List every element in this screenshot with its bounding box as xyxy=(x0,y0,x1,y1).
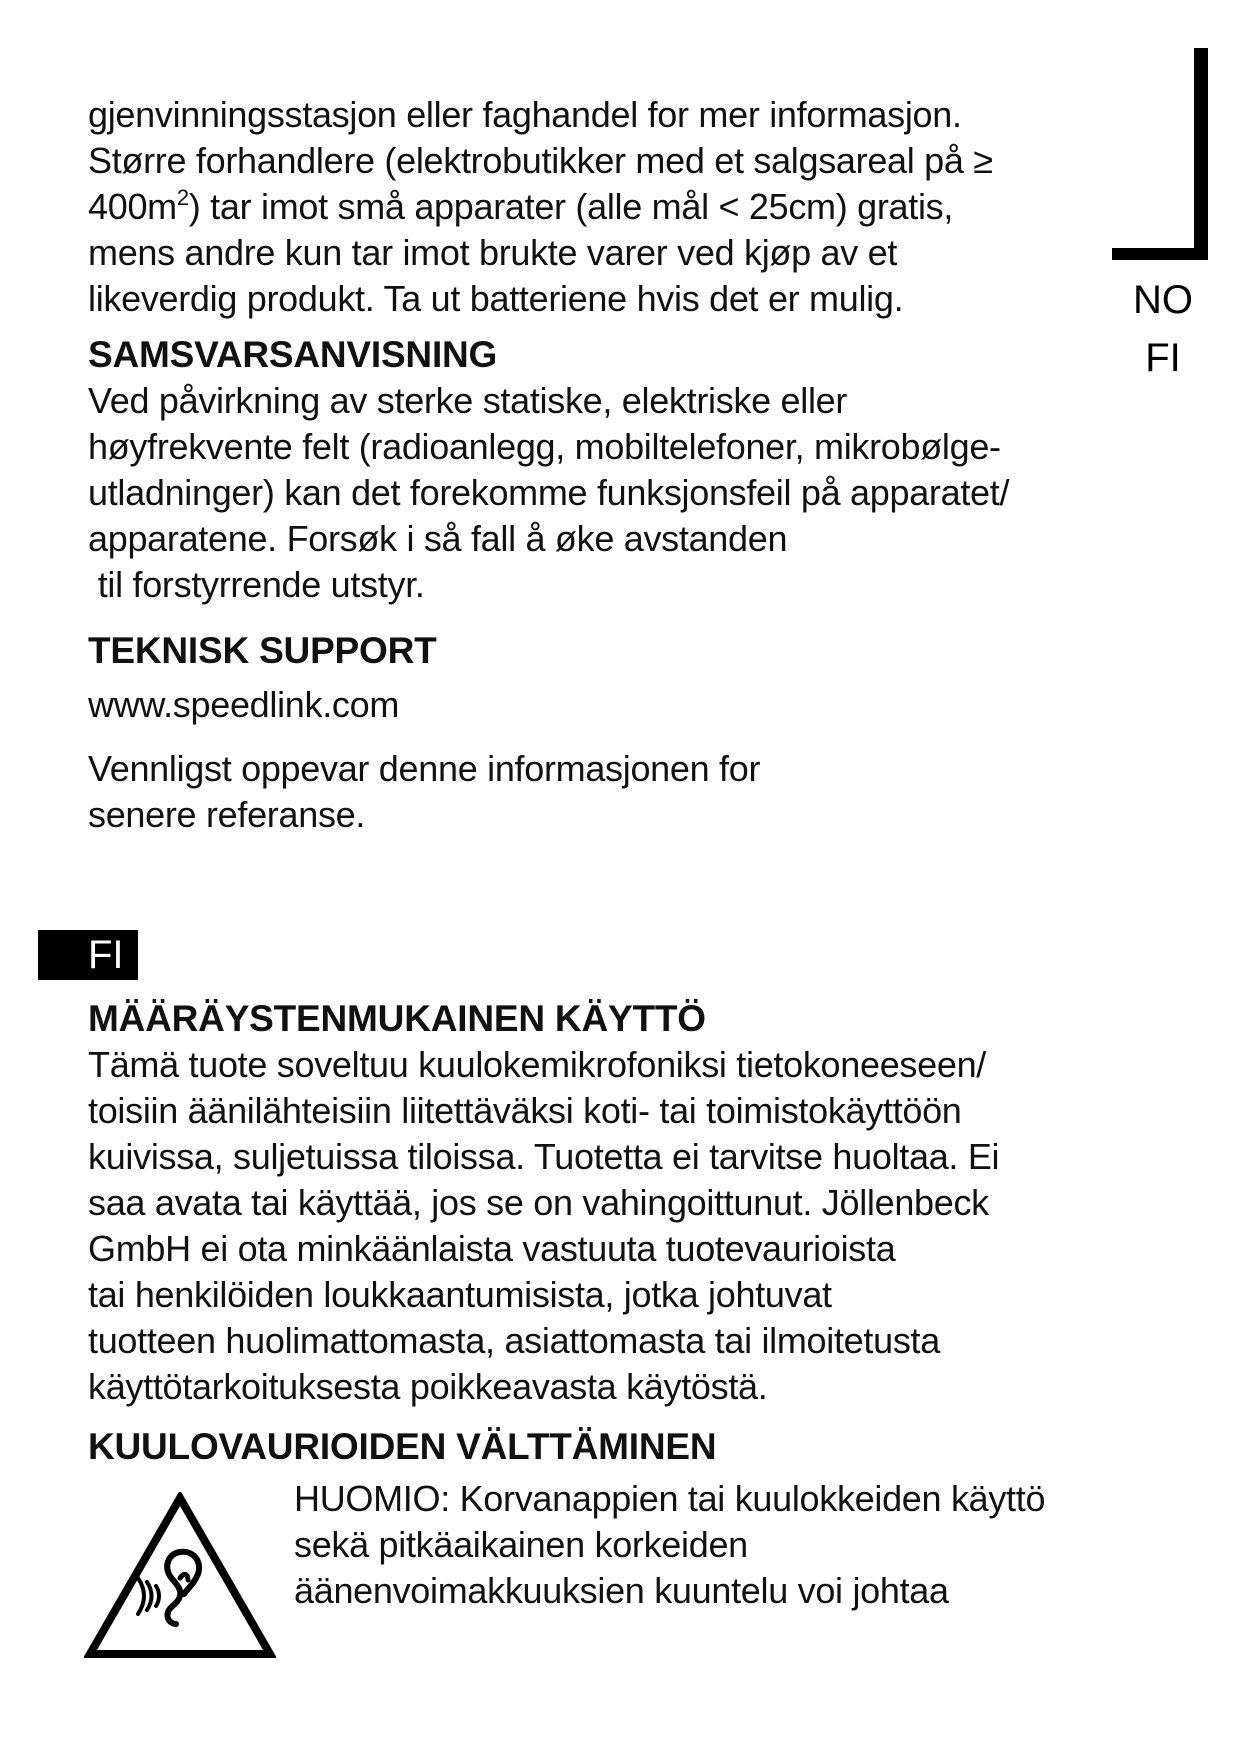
text-line: sekä pitkäaikainen korkeiden xyxy=(294,1524,748,1565)
text-line: tai henkilöiden loukkaantumisista, jotka johtuvat xyxy=(88,1274,832,1315)
fi-language-badge: FI xyxy=(38,930,138,980)
corner-vertical-bar xyxy=(1194,48,1208,260)
text-line: gjenvinningsstasjon eller faghandel for mer informasjon. xyxy=(88,94,962,135)
hearing-warning-text xyxy=(294,1476,1094,1614)
compliance-heading: SAMSVARSANVISNING xyxy=(88,334,498,375)
text-line: høyfrekvente felt (radioanlegg, mobiltelefoner, mikrobølge- xyxy=(88,426,1001,467)
corner-horizontal-bar xyxy=(1112,248,1208,260)
usage-heading: MÄÄRÄYSTENMUKAINEN KÄYTTÖ xyxy=(88,998,706,1039)
compliance-paragraph xyxy=(88,378,1058,608)
keep-info-paragraph xyxy=(88,746,1058,838)
text-line: apparatene. Forsøk i så fall å øke avstanden xyxy=(88,518,788,559)
language-tab-fi: FI xyxy=(1145,336,1181,380)
hearing-warning xyxy=(88,1476,1098,1656)
text-line: Vennligst oppevar denne informasjonen for xyxy=(88,748,761,789)
hearing-warning-icon xyxy=(84,1492,276,1662)
hearing-heading: KUULOVAURIOIDEN VÄLTTÄMINEN xyxy=(88,1426,717,1467)
fi-section xyxy=(88,996,1098,1656)
text-line: utladninger) kan det forekomme funksjonsfeil på apparatet/ xyxy=(88,472,1010,513)
text-line: GmbH ei ota minkäänlaista vastuuta tuotevaurioista xyxy=(88,1228,896,1269)
language-tab-no: NO xyxy=(1133,278,1193,322)
text-line: mens andre kun tar imot brukte varer ved kjøp av et xyxy=(88,232,898,273)
text-line: likeverdig produkt. Ta ut batteriene hvis det er mulig. xyxy=(88,278,904,319)
text-line: käyttötarkoituksesta poikkeavasta käytöstä. xyxy=(88,1366,768,1407)
no-section xyxy=(88,92,1058,838)
text-line: kuivissa, suljetuissa tiloissa. Tuotetta ei tarvitse huoltaa. Ei xyxy=(88,1136,1000,1177)
text-line: Tämä tuote soveltuu kuulokemikrofoniksi tietokoneeseen/ xyxy=(88,1044,987,1085)
support-heading: TEKNISK SUPPORT xyxy=(88,630,437,671)
text-line: Ved påvirkning av sterke statiske, elektriske eller xyxy=(88,380,848,421)
text-fragment: ) tar imot små apparater (alle mål < 25cm) gratis, xyxy=(188,186,954,227)
disposal-paragraph xyxy=(88,92,1058,322)
text-line: senere referanse. xyxy=(88,794,366,835)
text-line: tuotteen huolimattomasta, asiattomasta tai ilmoitetusta xyxy=(88,1320,940,1361)
text-line: toisiin äänilähteisiin liitettäväksi koti- tai toimistokäyttöön xyxy=(88,1090,962,1131)
text-line: Større forhandlere (elektrobutikker med et salgsareal på ≥ xyxy=(88,140,993,181)
support-url[interactable]: www.speedlink.com xyxy=(88,684,400,725)
text-line: HUOMIO: Korvanappien tai kuulokkeiden käyttö xyxy=(294,1478,1046,1519)
text-line: til forstyrrende utstyr. xyxy=(88,564,425,605)
page-corner-mark xyxy=(1112,48,1212,260)
superscript: 2 xyxy=(176,185,189,210)
usage-paragraph xyxy=(88,1042,1098,1410)
text-line: äänenvoimakkuuksien kuuntelu voi johtaa xyxy=(294,1570,949,1611)
text-fragment: 400m xyxy=(88,186,177,227)
text-line: saa avata tai käyttää, jos se on vahingoittunut. Jöllenbeck xyxy=(88,1182,989,1223)
text-line xyxy=(88,184,1058,230)
